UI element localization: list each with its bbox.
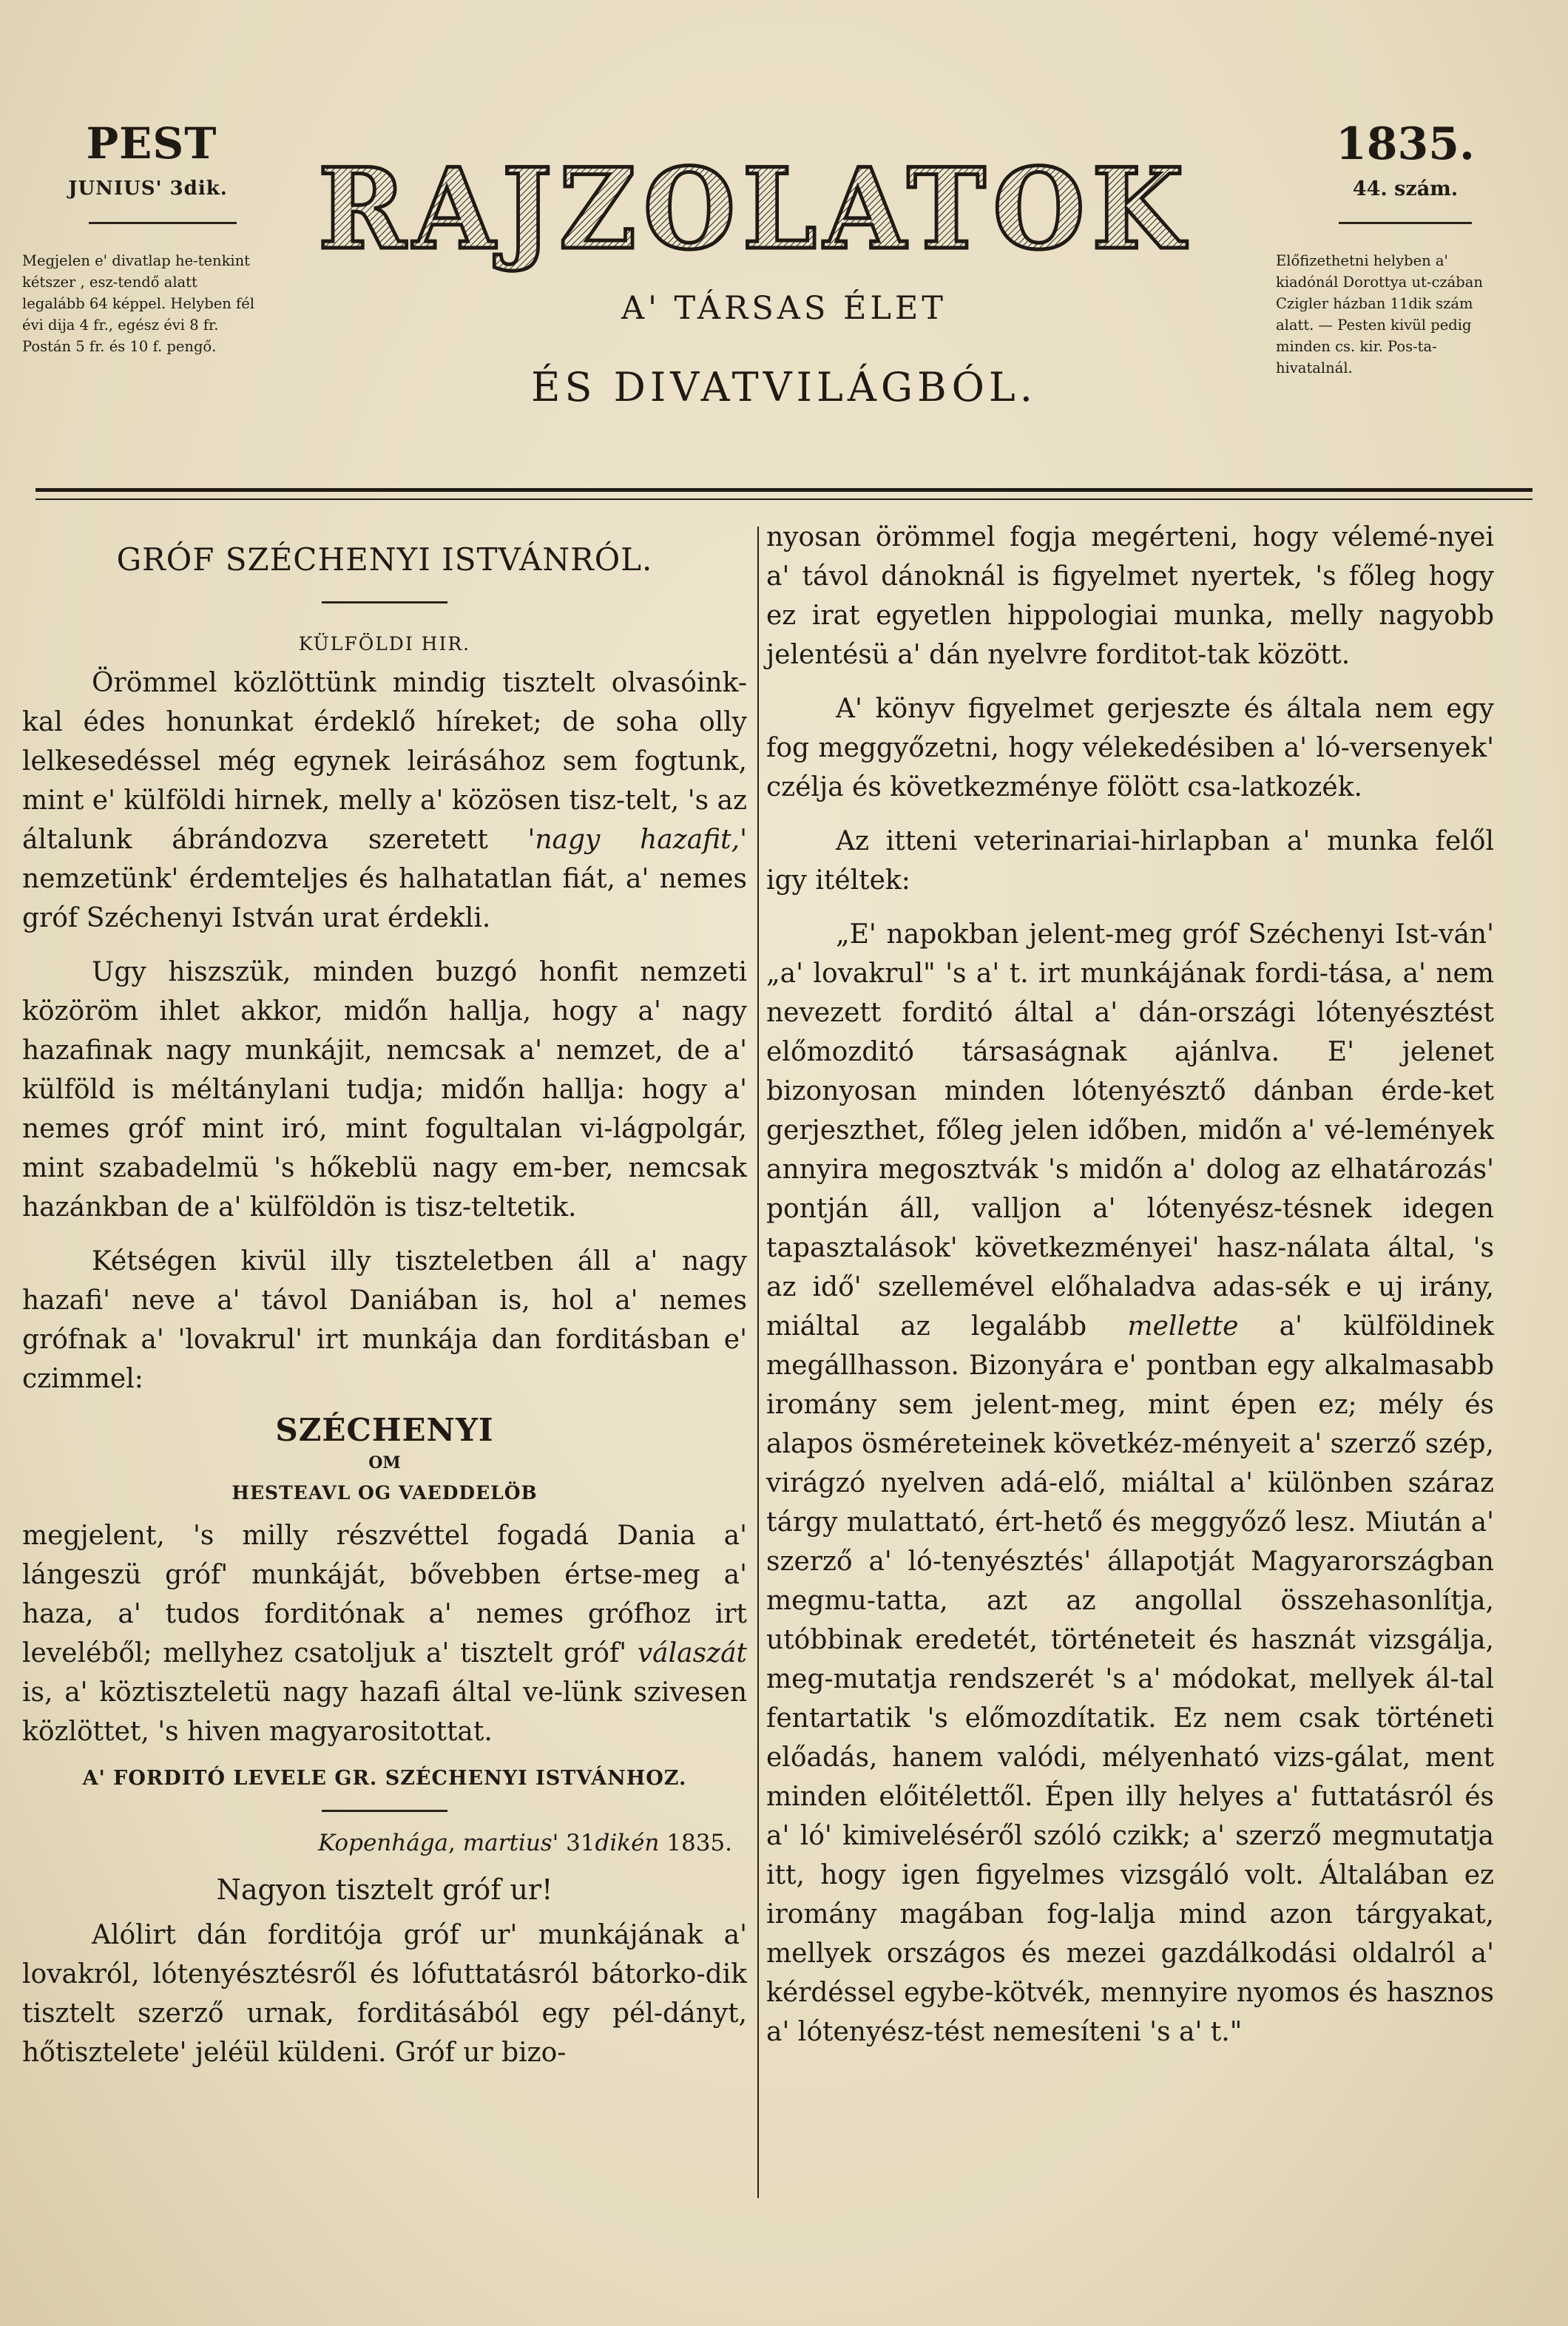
section-label: KÜLFÖLDI HIR. (298, 633, 471, 655)
book-title: SZÉCHENYI (275, 1412, 494, 1448)
left-column (22, 518, 747, 2072)
dateline: Kopenhága, martius' 31dikén 1835. (318, 1830, 732, 1856)
header-rule-thin (36, 498, 1532, 500)
title-rule (322, 601, 447, 604)
place-name: PEST (86, 118, 217, 169)
issue-date: JUNIUS' 3dik. (68, 178, 228, 200)
masthead-title: RAJZOLATOK (318, 148, 1191, 274)
article-title: GRÓF SZÉCHENYI ISTVÁNRÓL. (116, 541, 653, 578)
issue-number: 44. szám. (1352, 178, 1459, 200)
right-column (766, 518, 1494, 2052)
subscription-note: Előfizethetni helyben a' kiadónál Dorottya ut-czában Czigler házban 11dik szám alatt. — Pesten kivül pedig minden cs. kir. Pos-ta-hivatalnál. (1276, 252, 1483, 376)
header-rule-thick (36, 488, 1532, 492)
publication-note: Megjelen e' divatlap he-tenkint kétszer , esz-tendő alatt legalább 64 képpel. Helyben fél évi dija 4 fr., egész évi 8 fr. Postán 5 fr. és 10 f. pengő. (22, 252, 254, 355)
paragraph: Kétségen kivül illy tiszteletben áll a' nagy hazafi' neve a' távol Daniában is, hol a' nemes grófnak a' 'lovakrul' irt munkája dan forditásban e' czimmel: (22, 1246, 747, 1394)
salutation: Nagyon tisztelt gróf ur! (216, 1873, 553, 1906)
masthead-logo (311, 148, 1198, 274)
year: 1835. (1336, 118, 1475, 170)
book-title-om: OM (368, 1453, 401, 1473)
paragraph: Ugy hiszszük, minden buzgó honfit nemzeti közöröm ihlet akkor, midőn hallja, hogy a' nagy hazafinak nagy munkájit, nemcsak a' nemzet, de a' külföld is méltánylani tudja; midőn hallja: hogy a' nemes gróf mint iró, mint fogultalan vi-lágpolgár, mint szabadelmü 's hőkeblü nagy em-ber, nemcsak hazánkban de a' külföldön is tisz-teltetik. (22, 957, 747, 1223)
column-divider (757, 527, 759, 2198)
paragraph: megjelent, 's milly részvéttel fogadá Dania a' lángeszü gróf' munkáját, bővebben értse-meg a' haza, a' tudos forditónak a' nemes grófhoz irt leveléből; mellyhez csatoljuk a' tisztelt gróf' válaszát is, a' köztiszteletü nagy hazafi által ve-lünk szivesen közlöttet, 's hiven magyarositottat. (22, 1521, 747, 1747)
paragraph: Alólirt dán forditója gróf ur' munkájának a' lovakról, lótenyésztésről és lófuttatásról bátorko-dik tisztelt szerző urnak, forditásából egy pél-dányt, hőtisztelete' jeléül küldeni. Gróf ur bizo- (22, 1920, 747, 2068)
right-header-rule (1339, 222, 1472, 224)
paragraph: A' könyv figyelmet gerjeszte és általa nem egy fog meggyőzetni, hogy vélekedésiben a' ló-versenyek' czélja és következménye fölött csa-latkozék. (766, 694, 1494, 802)
paragraph: Örömmel közlöttünk mindig tisztelt olvasóink-kal édes honunkat érdeklő híreket; de soha olly lelkesedéssel még egynek leirásához sem fogtunk, mint e' külföldi hirnek, melly a' közösen tisz-telt, 's az általunk ábrándozva szeretett 'nagy hazafit,' nemzetünk' érdemteljes és halhatatlan fiát, a' nemes gróf Széchenyi István urat érdekli. (22, 668, 747, 933)
paragraph: „E' napokban jelent-meg gróf Széchenyi Ist-ván' „a' lovakrul" 's a' t. irt munkájának fordi-tása, a' nem nevezett forditó által a' dán-országi lótenyésztést előmozditó társaságnak ajánlva. E' jelenet bizonyosan minden lótenyésztő dánban érde-ket gerjeszthet, főleg jelen időben, midőn a' vé-lemények annyira megosztvák 's midőn a' dolog az elhatározás' pontján áll, valljon a' lótenyész-tésnek idegen tapasztalások' következményei' hasz-nálata által, 's az idő' szellemével előhaladva adas-sék e uj irány, miáltal az legalább mellette a' külföldinek megállhasson. Bizonyára e' pontban egy alkalmasabb iromány sem jelent-meg, mint épen ez; mély és alapos ösméreteinek követkéz-ményeit a' szerző szép, virágzó nyelven adá-elő, miáltal a' különben száraz tárgy mulattató, ért-hető és meggyőző lesz. Miután a' szerző a' ló-tenyésztés' állapotját Magyarországban megmu-tatta, azt az angollal összehasonlítja, utóbbinak eredetét, történeteit és hasznát vizsgálja, meg-mutatja rendszerét 's a' módokat, mellyek ál-tal fentartatik 's előmozdítatik. Ez nem csak történeti előadás, hanem valódi, mélyenható vizs-gálat, ment minden előitélettől. Épen illy helyes a' futtatásról és a' ló' kimiveléséről szóló czikk; a' szerző megmutatja itt, hogy igen figyelmes vizsgáló volt. Általában ez iromány magában fog-lalja mind azon tárgyakat, mellyek országos és mezei gazdálkodási oldalról a' kérdéssel egybe-kötvék, mennyire nyomos és hasznos a' lótenyész-tést nemesíteni 's a' t." (766, 919, 1494, 2047)
paragraph: nyosan örömmel fogja megérteni, hogy vélemé-nyei a' távol dánoknál is figyelmet nyertek, 's főleg hogy ez irat egyetlen hippologiai munka, melly nagyobb jelentésü a' dán nyelvre forditot-tak között. (766, 522, 1494, 670)
left-header-rule (89, 222, 237, 224)
letter-rule (322, 1810, 447, 1812)
subtitle-line-2: ÉS DIVATVILÁGBÓL. (531, 364, 1037, 410)
book-subtitle: HESTEAVL OG VAEDDELÖB (232, 1482, 538, 1504)
subtitle-line-1: A' TÁRSAS ÉLET (621, 290, 947, 327)
paragraph: Az itteni veterinariai-hirlapban a' munka felől igy itéltek: (766, 826, 1494, 896)
letter-heading: A' FORDITÓ LEVELE GR. SZÉCHENYI ISTVÁNHOZ. (82, 1767, 687, 1790)
